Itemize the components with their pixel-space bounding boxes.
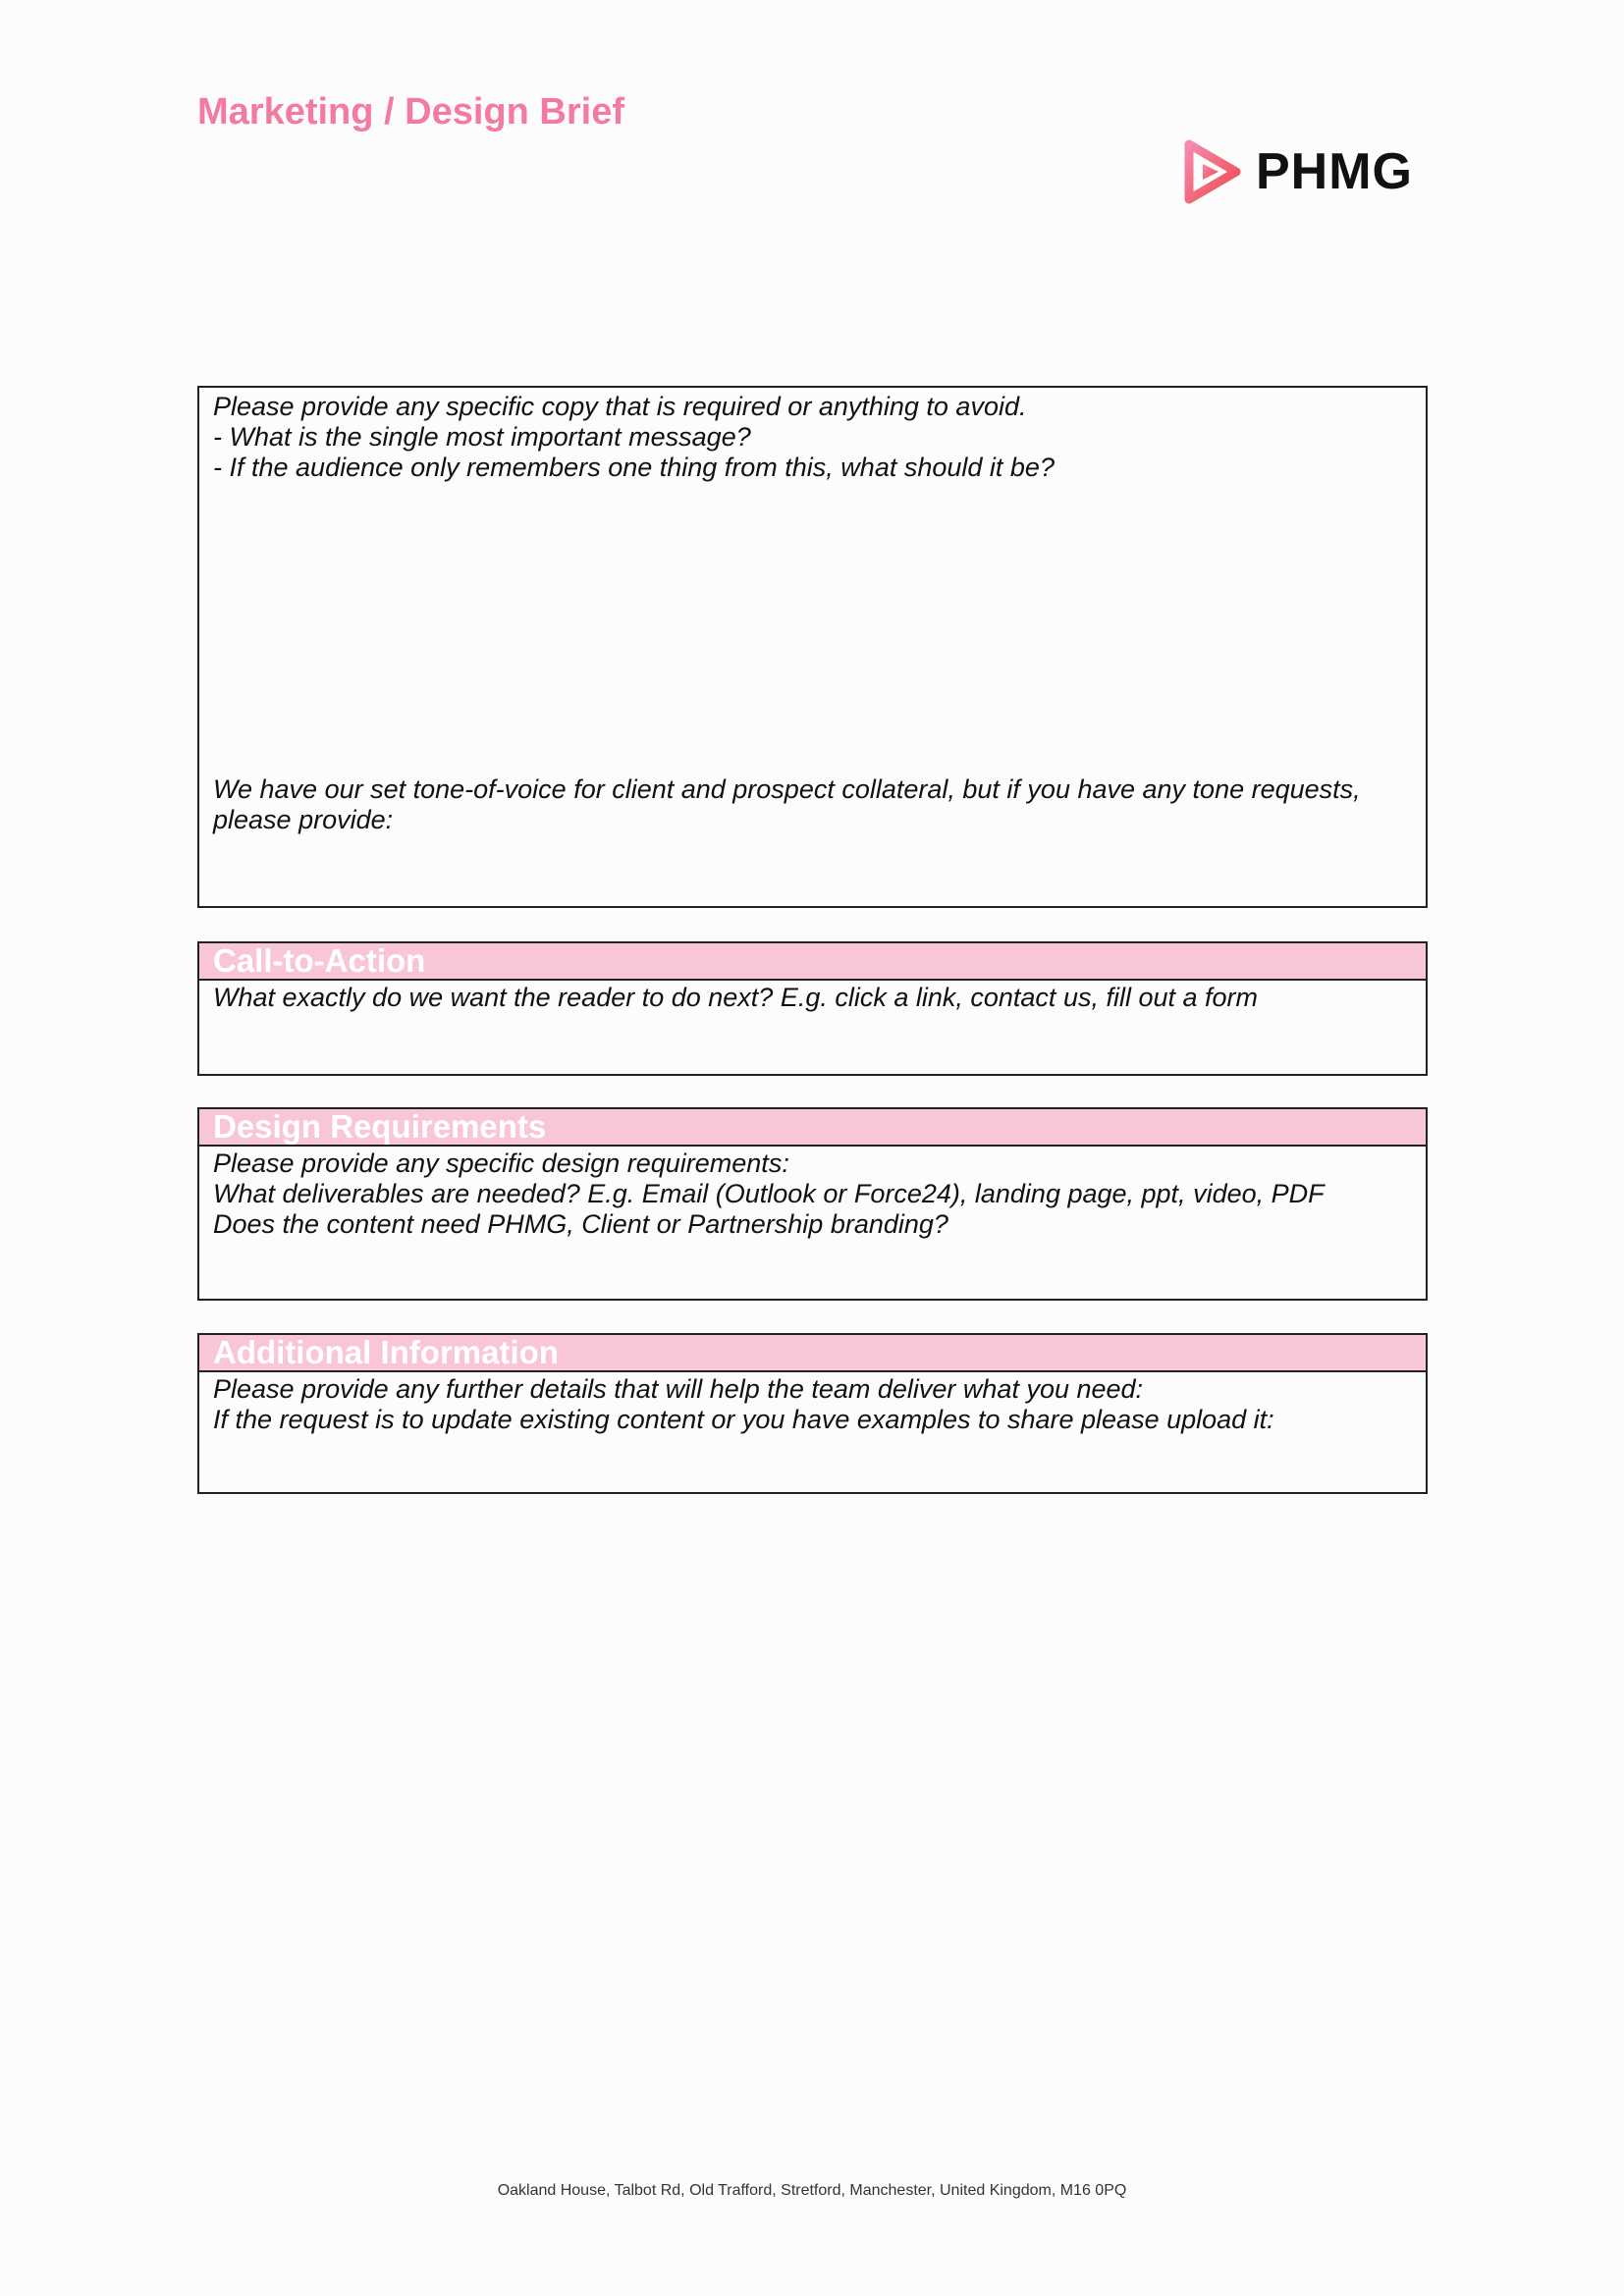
- design-input-area[interactable]: [213, 1240, 1412, 1294]
- additional-heading: Additional Information: [199, 1335, 1426, 1372]
- copy-line: - What is the single most important message?: [213, 422, 751, 452]
- copy-line: - If the audience only remembers one thing from this, what should it be?: [213, 453, 1055, 482]
- design-section: [197, 1107, 1428, 1301]
- cta-heading: Call-to-Action: [199, 943, 1426, 981]
- tone-line: please provide:: [213, 805, 394, 834]
- phmg-logo: [1181, 137, 1413, 206]
- cta-section: [197, 941, 1428, 1076]
- tone-line: We have our set tone-of-voice for client and prospect collateral, but if you have any tone requests,: [213, 774, 1361, 804]
- copy-section: [197, 386, 1428, 908]
- cta-line: What exactly do we want the reader to do next? E.g. click a link, contact us, fill out a form: [213, 983, 1259, 1012]
- design-line: What deliverables are needed? E.g. Email (Outlook or Force24), landing page, ppt, video, PDF: [213, 1179, 1325, 1208]
- additional-input-area[interactable]: [213, 1435, 1412, 1489]
- page-title: Marketing / Design Brief: [197, 91, 624, 133]
- additional-line: If the request is to update existing content or you have examples to share please upload it:: [213, 1405, 1274, 1434]
- design-line: Does the content need PHMG, Client or Partnership branding?: [213, 1209, 948, 1239]
- additional-line: Please provide any further details that will help the team deliver what you need:: [213, 1374, 1144, 1404]
- cta-input-area[interactable]: [213, 1013, 1412, 1072]
- play-triangle-icon: [1181, 138, 1242, 205]
- design-heading: Design Requirements: [199, 1109, 1426, 1147]
- logo-text: PHMG: [1256, 143, 1413, 200]
- additional-section: [197, 1333, 1428, 1494]
- copy-input-area[interactable]: [213, 483, 1412, 774]
- design-line: Please provide any specific design requirements:: [213, 1148, 789, 1178]
- copy-line: Please provide any specific copy that is required or anything to avoid.: [213, 392, 1027, 421]
- footer-address: Oakland House, Talbot Rd, Old Trafford, Stretford, Manchester, United Kingdom, M16 0PQ: [497, 2182, 1127, 2199]
- tone-input-area[interactable]: [213, 835, 1412, 894]
